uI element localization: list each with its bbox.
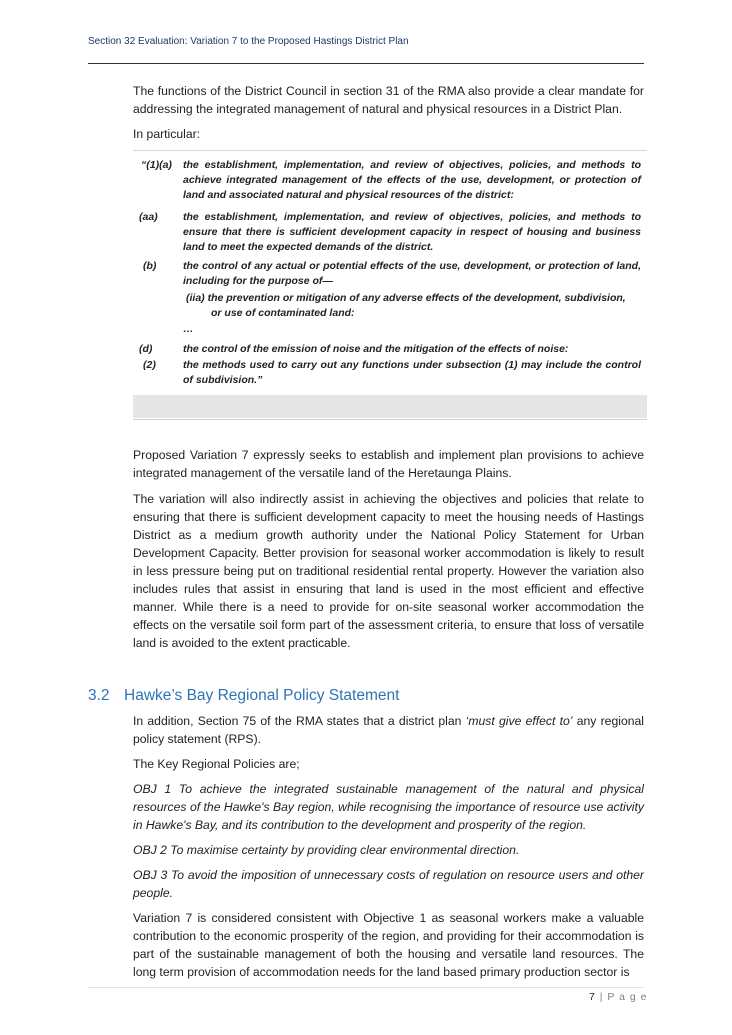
variation-effects-paragraph: The variation will also indirectly assist in achieving the objectives and policies that relate to ensuring that there is sufficient development capacity to meet the housing needs of Hastings District as a medium growth authority under the National Policy Statement for Urban Development Capacity. Better provision for seasonal worker accommodation is likely to result in less pressure being put on traditional residential rental property. However the variation also includes rules that assist in ensuring that land is used in the most efficient and effective manner. While there is a need to provide for on-site seasonal worker accommodation the effects on the versatile soil form part of the assessment criteria, to ensure that loss of versatile land is avoided to the extent practicable. xyxy=(133,492,644,650)
rps-intro-paragraph: In addition, Section 75 of the RMA states that a district plan ‘must give effect to’ any regional policy statement (RPS). xyxy=(133,714,644,746)
quote-item-text: the establishment, implementation, and review of objectives, policies, and methods to achieve integrated management of the effects of the use, development, or protection of land and associated natural and physical resources of the district: xyxy=(183,159,641,202)
quote-subitem-line: or use of contaminated land: xyxy=(211,307,355,320)
quote-item-number: (2) xyxy=(143,359,156,371)
footer-separator: | xyxy=(599,991,604,1003)
objective-2: OBJ 2 To maximise certainty by providing clear environmental direction. xyxy=(133,843,520,857)
quote-subitem-line: (iia) the prevention or mitigation of any adverse effects of the development, subdivision, xyxy=(186,292,626,304)
quote-item-text: the control of any actual or potential effects of the use, development, or protection of land, including for the purpose of— xyxy=(183,260,641,288)
quote-box-shaded-row xyxy=(133,395,647,418)
key-policies-text: The Key Regional Policies are; xyxy=(133,757,300,771)
quote-item-number: (b) xyxy=(143,260,157,272)
page-label: P a g e xyxy=(607,991,648,1003)
section-title: Hawke’s Bay Regional Policy Statement xyxy=(124,687,400,704)
consistency-paragraph: Variation 7 is considered consistent with Objective 1 as seasonal workers make a valuable contribution to the economic prosperity of the region, and providing for their accommodation is part of the sustainable management of both the housing and versatile land resources. The long term provision of accommodation needs for the land based primary production sector is xyxy=(133,911,644,979)
intro-paragraph: The functions of the District Council in section 31 of the RMA also provide a clear mandate for addressing the integrated management of natural and physical resources in a District Plan. xyxy=(133,84,644,116)
quote-item-number: (aa) xyxy=(139,211,158,223)
in-particular-text: In particular: xyxy=(133,127,201,141)
quote-item-text: the control of the emission of noise and the mitigation of the effects of noise: xyxy=(183,343,569,355)
objective-3: OBJ 3 To avoid the imposition of unnecessary costs of regulation on resource users and other people. xyxy=(133,868,644,900)
header-rule xyxy=(88,63,644,64)
section-heading xyxy=(88,687,399,705)
quote-item-text: the establishment, implementation, and review of objectives, policies, and methods to ensure that there is sufficient development capacity in respect of housing and business land to meet the expected demands of the district. xyxy=(183,211,641,254)
page-number: 7 xyxy=(589,991,596,1003)
quote-item-text: the methods used to carry out any functions under subsection (1) may include the control of subdivision.” xyxy=(183,359,641,387)
objective-1: OBJ 1 To achieve the integrated sustainable management of the natural and physical resources of the Hawke's Bay region, while recognising the importance of resource use activity in Hawke's Bay, and its contribution to the development and prosperity of the region. xyxy=(133,782,644,832)
quoted-phrase: ‘must give effect to’ xyxy=(465,714,573,728)
footer-rule xyxy=(88,987,644,988)
variation-purpose-paragraph: Proposed Variation 7 expressly seeks to establish and implement plan provisions to achieve integrated management of the versatile land of the Heretaunga Plains. xyxy=(133,448,644,480)
quote-item-number: (d) xyxy=(139,343,153,355)
page-footer xyxy=(589,991,648,1003)
document-header: Section 32 Evaluation: Variation 7 to the Proposed Hastings District Plan xyxy=(88,36,409,47)
quote-item-number: “(1)(a) xyxy=(141,159,172,171)
section-number: 3.2 xyxy=(88,687,110,704)
